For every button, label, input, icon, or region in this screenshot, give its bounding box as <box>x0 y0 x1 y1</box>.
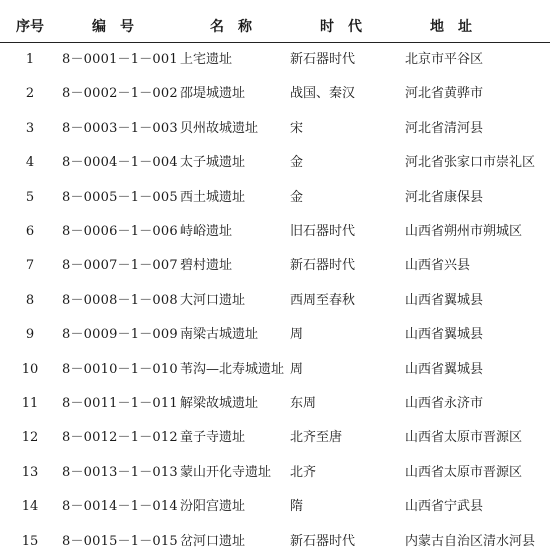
header-name: 名称 <box>210 19 266 35</box>
row-location: 山西省太原市晋源区 <box>405 464 523 480</box>
header-location: 地址 <box>430 19 486 35</box>
row-era: 西周至春秋 <box>290 292 356 308</box>
row-site-name: 碧村遗址 <box>180 258 233 274</box>
row-site-name: 解梁故城遗址 <box>180 396 259 411</box>
row-site-name: 童子寺遗址 <box>180 430 246 446</box>
row-era: 金 <box>290 155 304 171</box>
table-row <box>0 387 550 421</box>
row-era: 周 <box>290 361 304 377</box>
row-number: 11 <box>21 396 39 411</box>
row-number: 15 <box>21 533 39 549</box>
row-era: 金 <box>290 189 304 205</box>
row-code: 8－0014－1－014 <box>62 499 178 515</box>
row-location: 山西省永济市 <box>405 396 484 411</box>
row-site-name: 汾阳宫遗址 <box>180 499 246 515</box>
table-row <box>0 77 550 111</box>
row-era: 周 <box>290 327 304 343</box>
row-number: 3 <box>25 120 35 136</box>
row-code: 8－0007－1－007 <box>62 258 178 274</box>
row-code: 8－0001－1－001 <box>62 52 178 67</box>
row-number: 1 <box>25 52 35 67</box>
table-row <box>0 146 550 180</box>
row-code: 8－0011－1－011 <box>62 396 178 411</box>
table-row <box>0 249 550 283</box>
row-location: 河北省清河县 <box>405 120 484 136</box>
row-number: 9 <box>25 327 35 343</box>
row-location: 山西省翼城县 <box>405 292 484 308</box>
table-row <box>0 353 550 387</box>
table-row <box>0 456 550 490</box>
row-code: 8－0002－1－002 <box>62 86 178 102</box>
row-site-name: 南梁古城遗址 <box>180 327 259 343</box>
row-site-name: 贝州故城遗址 <box>180 120 259 136</box>
row-era: 北齐 <box>290 464 317 480</box>
row-era: 旧石器时代 <box>290 224 356 239</box>
table-header <box>0 12 550 43</box>
row-era: 战国、秦汉 <box>290 86 356 102</box>
table-row <box>0 421 550 455</box>
row-location: 山西省宁武县 <box>405 499 484 515</box>
row-number: 4 <box>25 155 35 171</box>
row-era: 北齐至唐 <box>290 430 343 446</box>
row-code: 8－0009－1－009 <box>62 327 178 343</box>
row-number: 8 <box>25 292 35 308</box>
row-number: 14 <box>21 499 39 515</box>
row-location: 河北省黄骅市 <box>405 86 484 102</box>
row-site-name: 蒙山开化寺遗址 <box>180 464 272 480</box>
table-row <box>0 525 550 559</box>
row-location: 河北省张家口市崇礼区 <box>405 155 536 171</box>
header-code: 编号 <box>92 19 148 35</box>
row-number: 10 <box>21 361 39 377</box>
row-location: 山西省朔州市朔城区 <box>405 224 523 239</box>
row-site-name: 峙峪遗址 <box>180 224 233 239</box>
row-code: 8－0015－1－015 <box>62 533 178 549</box>
row-code: 8－0006－1－006 <box>62 224 178 239</box>
table-row <box>0 181 550 215</box>
row-era: 宋 <box>290 120 304 136</box>
header-era: 时代 <box>320 19 376 35</box>
row-code: 8－0013－1－013 <box>62 464 178 480</box>
table-row <box>0 215 550 249</box>
table-row <box>0 43 550 77</box>
row-number: 12 <box>21 430 39 446</box>
row-code: 8－0012－1－012 <box>62 430 178 446</box>
table-row <box>0 112 550 146</box>
row-location: 山西省翼城县 <box>405 327 484 343</box>
row-code: 8－0010－1－010 <box>62 361 178 377</box>
row-code: 8－0004－1－004 <box>62 155 178 171</box>
row-site-name: 西土城遗址 <box>180 189 246 205</box>
header-number: 序号 <box>16 19 44 35</box>
row-location: 山西省翼城县 <box>405 361 484 377</box>
row-location: 山西省兴县 <box>405 258 471 274</box>
row-site-name: 太子城遗址 <box>180 155 246 171</box>
row-code: 8－0005－1－005 <box>62 189 178 205</box>
row-number: 5 <box>25 189 35 205</box>
row-era: 东周 <box>290 396 317 411</box>
row-site-name: 苇沟—北寿城遗址 <box>180 361 285 377</box>
table-row <box>0 490 550 524</box>
row-era: 隋 <box>290 499 304 515</box>
table-row <box>0 318 550 352</box>
table-row <box>0 284 550 318</box>
row-era: 新石器时代 <box>290 533 356 549</box>
row-era: 新石器时代 <box>290 52 356 67</box>
row-code: 8－0003－1－003 <box>62 120 178 136</box>
row-site-name: 岔河口遗址 <box>180 533 246 549</box>
row-site-name: 上宅遗址 <box>180 52 233 67</box>
row-location: 北京市平谷区 <box>405 52 484 67</box>
row-location: 河北省康保县 <box>405 189 484 205</box>
row-location: 内蒙古自治区清水河县 <box>405 533 536 549</box>
row-site-name: 大河口遗址 <box>180 292 246 308</box>
row-number: 2 <box>25 86 35 102</box>
row-era: 新石器时代 <box>290 258 356 274</box>
row-site-name: 邵堤城遗址 <box>180 86 246 102</box>
row-location: 山西省太原市晋源区 <box>405 430 523 446</box>
row-code: 8－0008－1－008 <box>62 292 178 308</box>
row-number: 13 <box>21 464 39 480</box>
row-number: 7 <box>25 258 35 274</box>
row-number: 6 <box>25 224 35 239</box>
